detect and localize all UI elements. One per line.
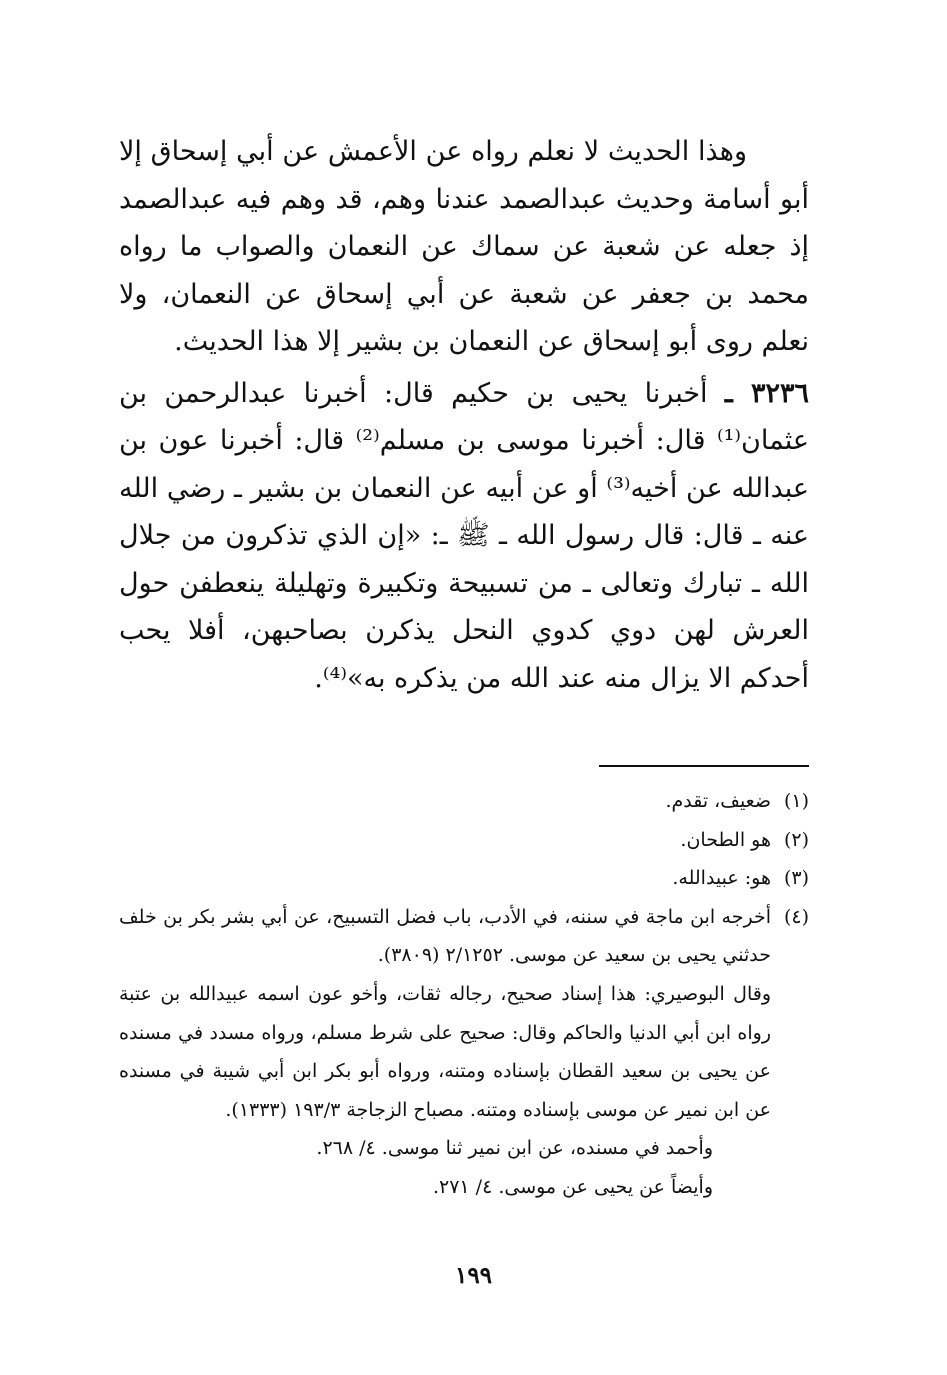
footnote-text: وأحمد في مسنده، عن ابن نمير ثنا موسى. ٤/ ٢٦٨. <box>316 1137 713 1160</box>
footnote-text: ضعيف، تقدم. <box>665 790 771 812</box>
footnote-number: (٣) <box>783 867 809 890</box>
footnote-number: (٤) <box>783 905 809 928</box>
footnote-4 <box>119 898 809 1207</box>
hadith-entry <box>119 370 809 703</box>
footnote-text: هو: عبيدالله. <box>672 867 771 890</box>
footnote-text: هو الطحان. <box>680 828 771 851</box>
hadith-number: ٣٢٣٦ ـ <box>724 377 809 409</box>
footnote-separator <box>599 765 809 767</box>
footnote-1 <box>119 782 809 821</box>
footnote-text: وقال البوصيري: هذا إسناد صحيح، رجاله ثقات، وأخو عون اسمه عبيدالله بن عتبة رواه ابن أبي الدنيا والحاكم وقال: صحيح على شرط مسلم، ورواه مسدد في مسنده عن يحيى بن سعيد القطان بإسناده ومتنه، ورواه أبو بكر ابن أبي شيبة في مسنده عن ابن نمير عن موسى بإسناده ومتنه. مصباح الزجاجة ١٩٣/٣ (١٣٣٣). <box>119 982 771 1121</box>
footnote-text: وأيضاً عن يحيى عن موسى. ٤/ ٢٧١. <box>432 1175 713 1198</box>
footnote-2 <box>119 821 809 860</box>
footnote-number: (٢) <box>783 828 809 851</box>
footnote-number: (١) <box>783 790 809 812</box>
footnotes <box>119 782 809 1207</box>
footnote-3 <box>119 859 809 898</box>
main-text <box>119 128 809 702</box>
hadith-text: أخبرنا يحيى بن حكيم قال: أخبرنا عبدالرحمن بن عثمان⁽¹⁾ قال: أخبرنا موسى بن مسلم⁽²⁾ قال: أخبرنا عون بن عبدالله عن أخيه⁽³⁾ أو عن أبيه عن النعمان بن بشير ـ رضي الله عنه ـ قال: قال رسول الله ـ ﷺ ـ: «إن الذي تذكرون من جلال الله ـ تبارك وتعالى ـ من تسبيحة وتكبيرة وتهليلة ينعطفن حول العرش لهن دوي كدوي النحل يذكرن بصاحبهن، أفلا يحب أحدكم الا يزال منه عند الله من يذكره به»⁽⁴⁾. <box>119 377 809 694</box>
page-number: ١٩٩ <box>454 1262 493 1289</box>
commentary-paragraph: وهذا الحديث لا نعلم رواه عن الأعمش عن أبي إسحاق إلا أبو أسامة وحديث عبدالصمد عندنا وهم، قد وهم فيه عبدالصمد إذ جعله عن شعبة عن سماك عن النعمان والصواب ما رواه محمد بن جعفر عن شعبة عن أبي إسحاق عن النعمان، ولا نعلم روى أبو إسحاق عن النعمان بن بشير إلا هذا الحديث. <box>119 136 809 357</box>
footnote-text: أخرجه ابن ماجة في سننه، في الأدب، باب فضل التسبيح، عن أبي بشر بكر بن خلف حدثني يحيى بن سعيد عن موسى. ٢/١٢٥٢ (٣٨٠٩). <box>119 905 771 967</box>
